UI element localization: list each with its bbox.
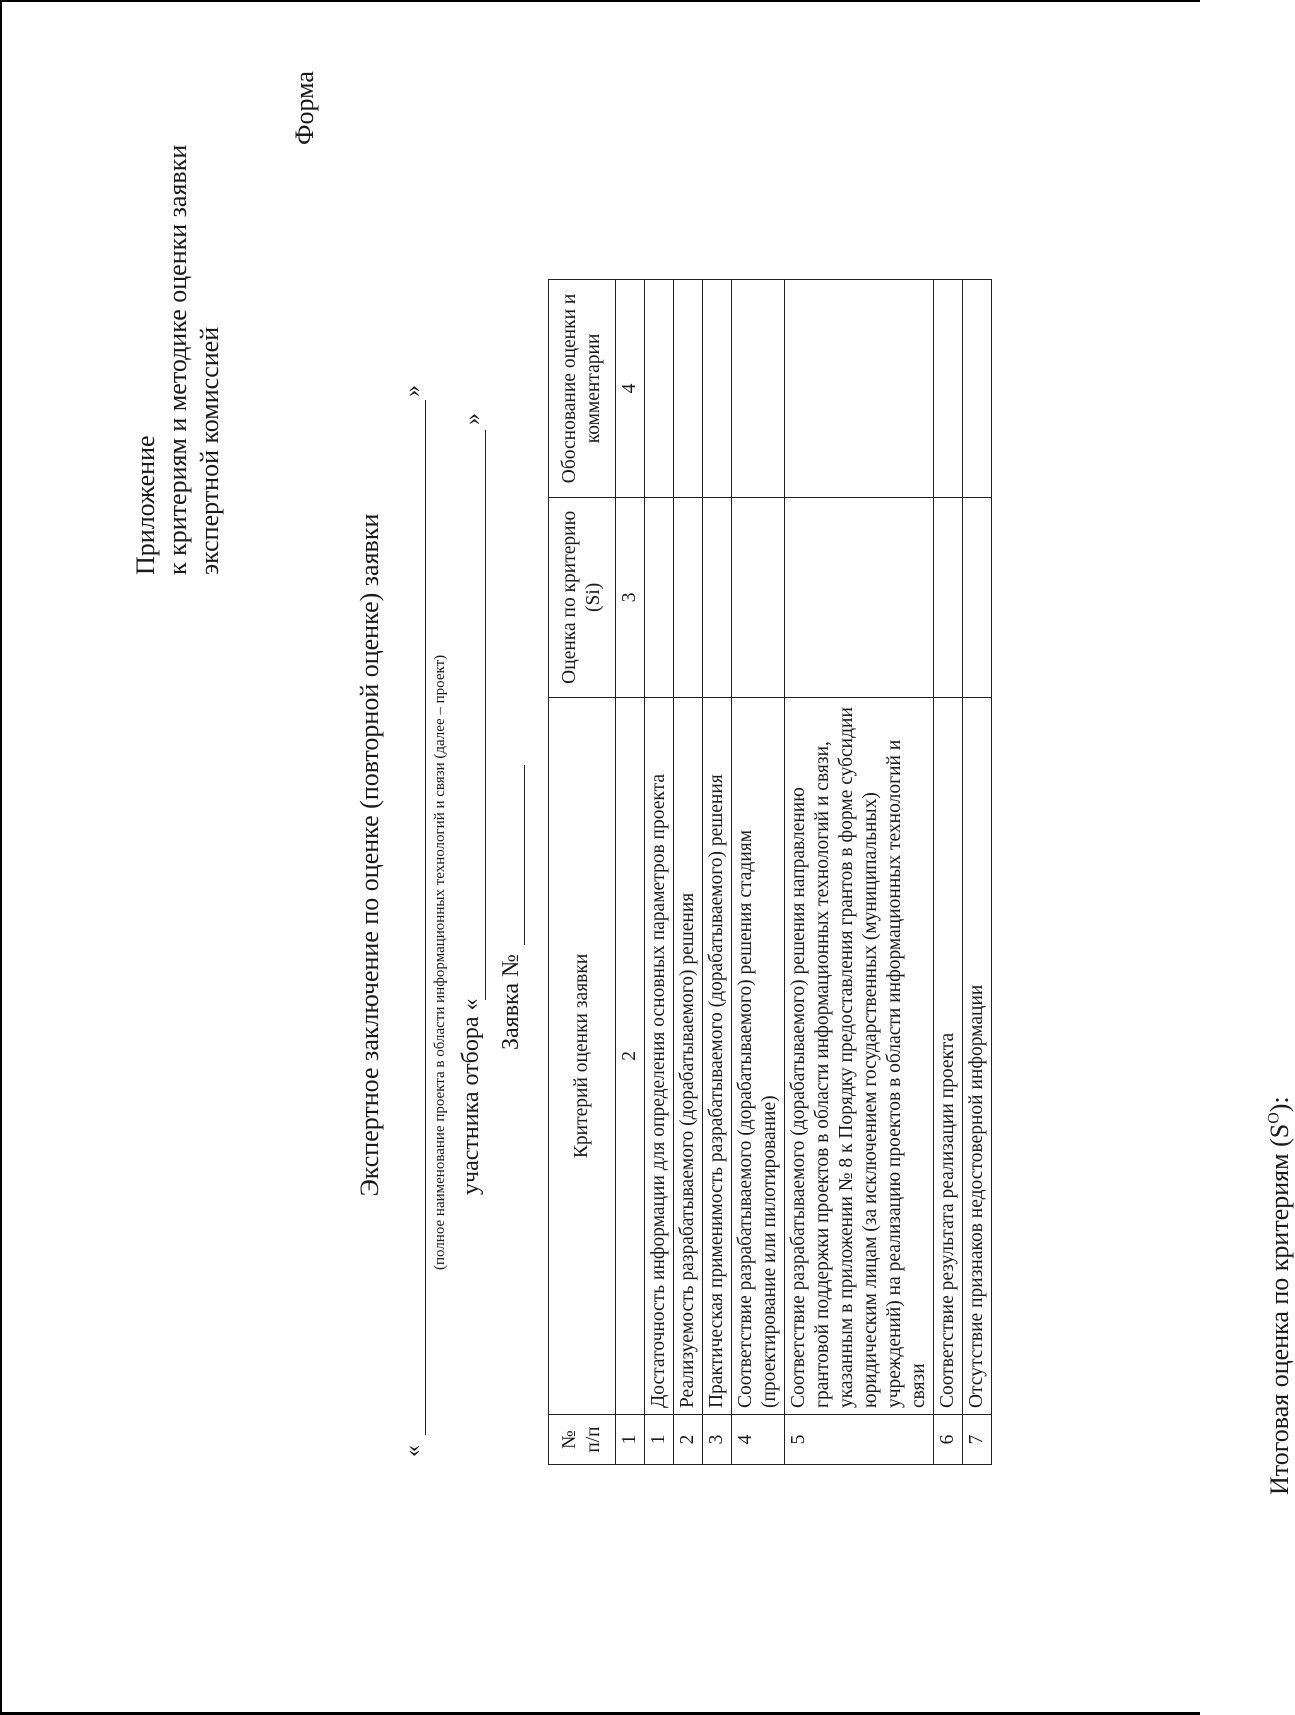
score-cell[interactable]	[963, 497, 992, 697]
participant-name-line	[485, 430, 486, 1000]
score-cell[interactable]	[934, 497, 963, 697]
total-score-text: Итоговая оценка по критериям (S	[1265, 1123, 1294, 1495]
header-justification: Обоснование оценки и комментарии	[549, 280, 616, 498]
row-number: 1	[645, 1415, 674, 1465]
table-row	[703, 280, 732, 1465]
application-number-label: Заявка №	[498, 954, 524, 1050]
comment-cell[interactable]	[674, 280, 703, 498]
col-number-3: 3	[616, 497, 645, 697]
row-number: 5	[785, 1415, 934, 1465]
table-row	[963, 280, 992, 1465]
criterion-text: Отсутствие признаков недостоверной информации	[963, 697, 992, 1414]
appendix-line-2: к критериям и методике оценки заявки	[163, 144, 192, 575]
total-score-label	[1265, 1096, 1295, 1495]
comment-cell[interactable]	[785, 280, 934, 498]
score-cell[interactable]	[785, 497, 934, 697]
project-caption: (полное наименование проекта в области информационных технологий и связи (далее – проект)	[432, 654, 448, 1270]
table-row	[732, 280, 785, 1465]
open-quote: «	[400, 1445, 426, 1457]
comment-cell[interactable]	[732, 280, 785, 498]
col-number-4: 4	[616, 280, 645, 498]
score-cell[interactable]	[645, 497, 674, 697]
header-number: № п/п	[549, 1415, 616, 1465]
total-score-tail: ):	[1265, 1096, 1294, 1113]
criterion-text: Достаточность информации для определения основных параметров проекта	[645, 697, 674, 1414]
comment-cell[interactable]	[703, 280, 732, 498]
table-numbering-row	[616, 280, 645, 1465]
participant-close-quote: »	[460, 413, 486, 425]
appendix-line-1: Приложение	[131, 435, 160, 575]
table-row	[674, 280, 703, 1465]
close-quote: »	[400, 385, 426, 397]
score-cell[interactable]	[703, 497, 732, 697]
comment-cell[interactable]	[963, 280, 992, 498]
score-cell[interactable]	[674, 497, 703, 697]
document-title: Экспертное заключение по оценке (повторной оценке) заявки	[355, 513, 384, 1197]
row-number: 7	[963, 1415, 992, 1465]
criterion-text: Практическая применимость разрабатываемого (дорабатываемого) решения	[703, 697, 732, 1414]
project-name-line	[425, 400, 426, 1435]
comment-cell[interactable]	[934, 280, 963, 498]
participant-label: участника отбора «	[458, 998, 484, 1195]
row-number: 2	[674, 1415, 703, 1465]
table-row	[645, 280, 674, 1465]
table-row	[785, 280, 934, 1465]
total-score-superscript: O	[1265, 1112, 1283, 1124]
col-number-1: 1	[616, 1415, 645, 1465]
criterion-text: Соответствие разрабатываемого (дорабатываемого) решения стадиям (проектирование или пилотирование)	[732, 697, 785, 1414]
comment-cell[interactable]	[645, 280, 674, 498]
header-score: Оценка по критерию (Si)	[549, 497, 616, 697]
table-row	[934, 280, 963, 1465]
criteria-table	[548, 279, 992, 1465]
criterion-text: Реализуемость разрабатываемого (дорабатываемого) решения	[674, 697, 703, 1414]
criterion-text: Соответствие разрабатываемого (дорабатываемого) решения направлению грантовой поддержки проектов в области информационных технологий и связи, указанным в приложении № 8 к Порядку предоставления грантов в форме субсидии юридическим лицам (за исключением государственных (муниципальных) учреждений) на реализацию проектов в области информационных технологий и связи	[785, 697, 934, 1414]
row-number: 6	[934, 1415, 963, 1465]
header-criterion: Критерий оценки заявки	[549, 697, 616, 1414]
application-number-line	[524, 765, 525, 945]
appendix-header	[130, 145, 226, 575]
table-header-row	[549, 280, 616, 1465]
row-number: 3	[703, 1415, 732, 1465]
score-cell[interactable]	[732, 497, 785, 697]
appendix-line-3: экспертной комиссией	[195, 326, 224, 575]
form-label: Форма	[290, 71, 319, 145]
row-number: 4	[732, 1415, 785, 1465]
criterion-text: Соответствие результата реализации проекта	[934, 697, 963, 1414]
col-number-2: 2	[616, 697, 645, 1414]
